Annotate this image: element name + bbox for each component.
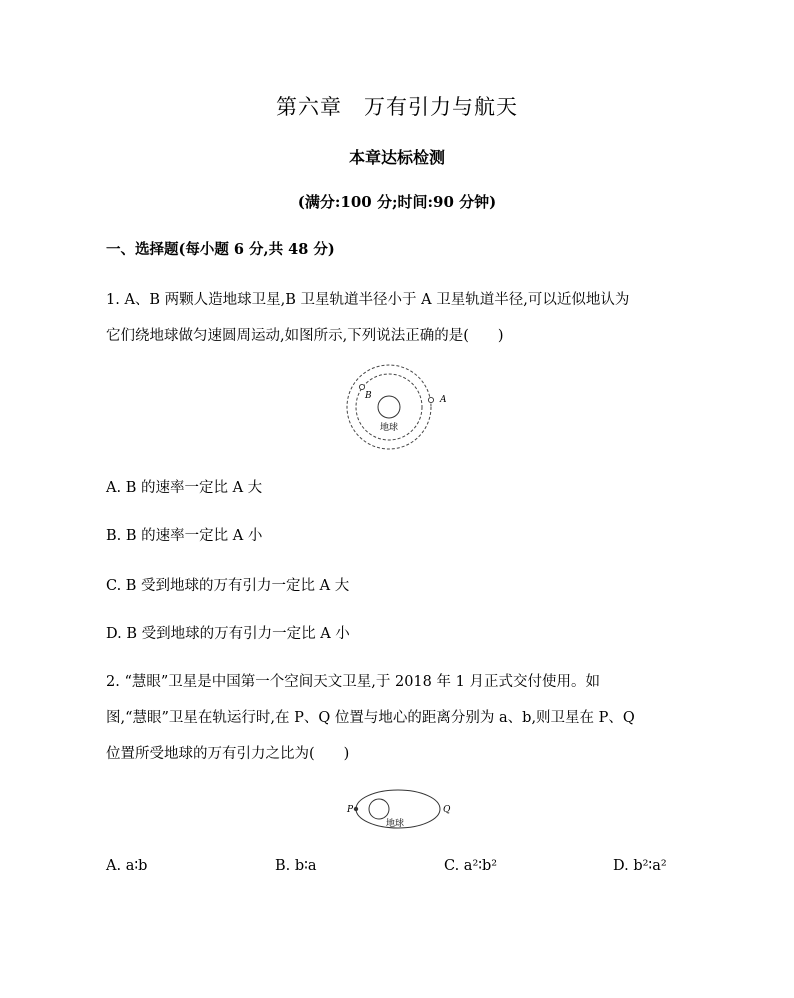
q1-stem-line1: 1. A、B 两颗人造地球卫星,B 卫星轨道半径小于 A 卫星轨道半径,可以近似地认为 (106, 292, 630, 308)
label-b: B (365, 391, 372, 401)
q1-option-a: A. B 的速率一定比 A 大 (106, 480, 263, 496)
earth-label: 地球 (380, 423, 399, 433)
earth-circle (378, 396, 400, 418)
earth-label: 地球 (386, 819, 405, 829)
q2-stem-line2: 图,“慧眼”卫星在轨运行时,在 P、Q 位置与地心的距离分别为 a、b,则卫星在 P、Q (106, 710, 635, 726)
q1-stem-line2: 它们绕地球做匀速圆周运动,如图所示,下列说法正确的是( ) (106, 328, 504, 344)
label-a: A (440, 395, 447, 405)
earth-circle (369, 799, 389, 819)
orbit-a (347, 365, 431, 449)
q2-ellipse-figure (344, 788, 454, 838)
satellite-a (428, 397, 433, 402)
satellite-b (359, 384, 364, 389)
q2-option-d: D. b²∶a² (613, 858, 667, 874)
score-info: (满分:100 分;时间:90 分钟) (297, 193, 497, 211)
label-p: P (347, 805, 354, 815)
q2-option-a: A. a∶b (106, 858, 148, 874)
q2-option-b: B. b∶a (275, 858, 317, 874)
q1-option-c: C. B 受到地球的万有引力一定比 A 大 (106, 578, 350, 594)
section-heading: 一、选择题(每小题 6 分,共 48 分) (106, 241, 335, 258)
q2-stem-line1: 2. “慧眼”卫星是中国第一个空间天文卫星,于 2018 年 1 月正式交付使用。如 (106, 674, 600, 690)
q2-stem-line3: 位置所受地球的万有引力之比为( ) (106, 746, 350, 762)
label-q: Q (443, 805, 451, 815)
q1-orbit-figure (340, 360, 450, 460)
section-subtitle: 本章达标检测 (348, 148, 445, 167)
q1-option-b: B. B 的速率一定比 A 小 (106, 528, 263, 544)
chapter-title: 第六章 万有引力与航天 (276, 95, 518, 119)
satellite-p (354, 807, 358, 811)
q1-option-d: D. B 受到地球的万有引力一定比 A 小 (106, 626, 350, 642)
q2-option-c: C. a²∶b² (444, 858, 498, 874)
